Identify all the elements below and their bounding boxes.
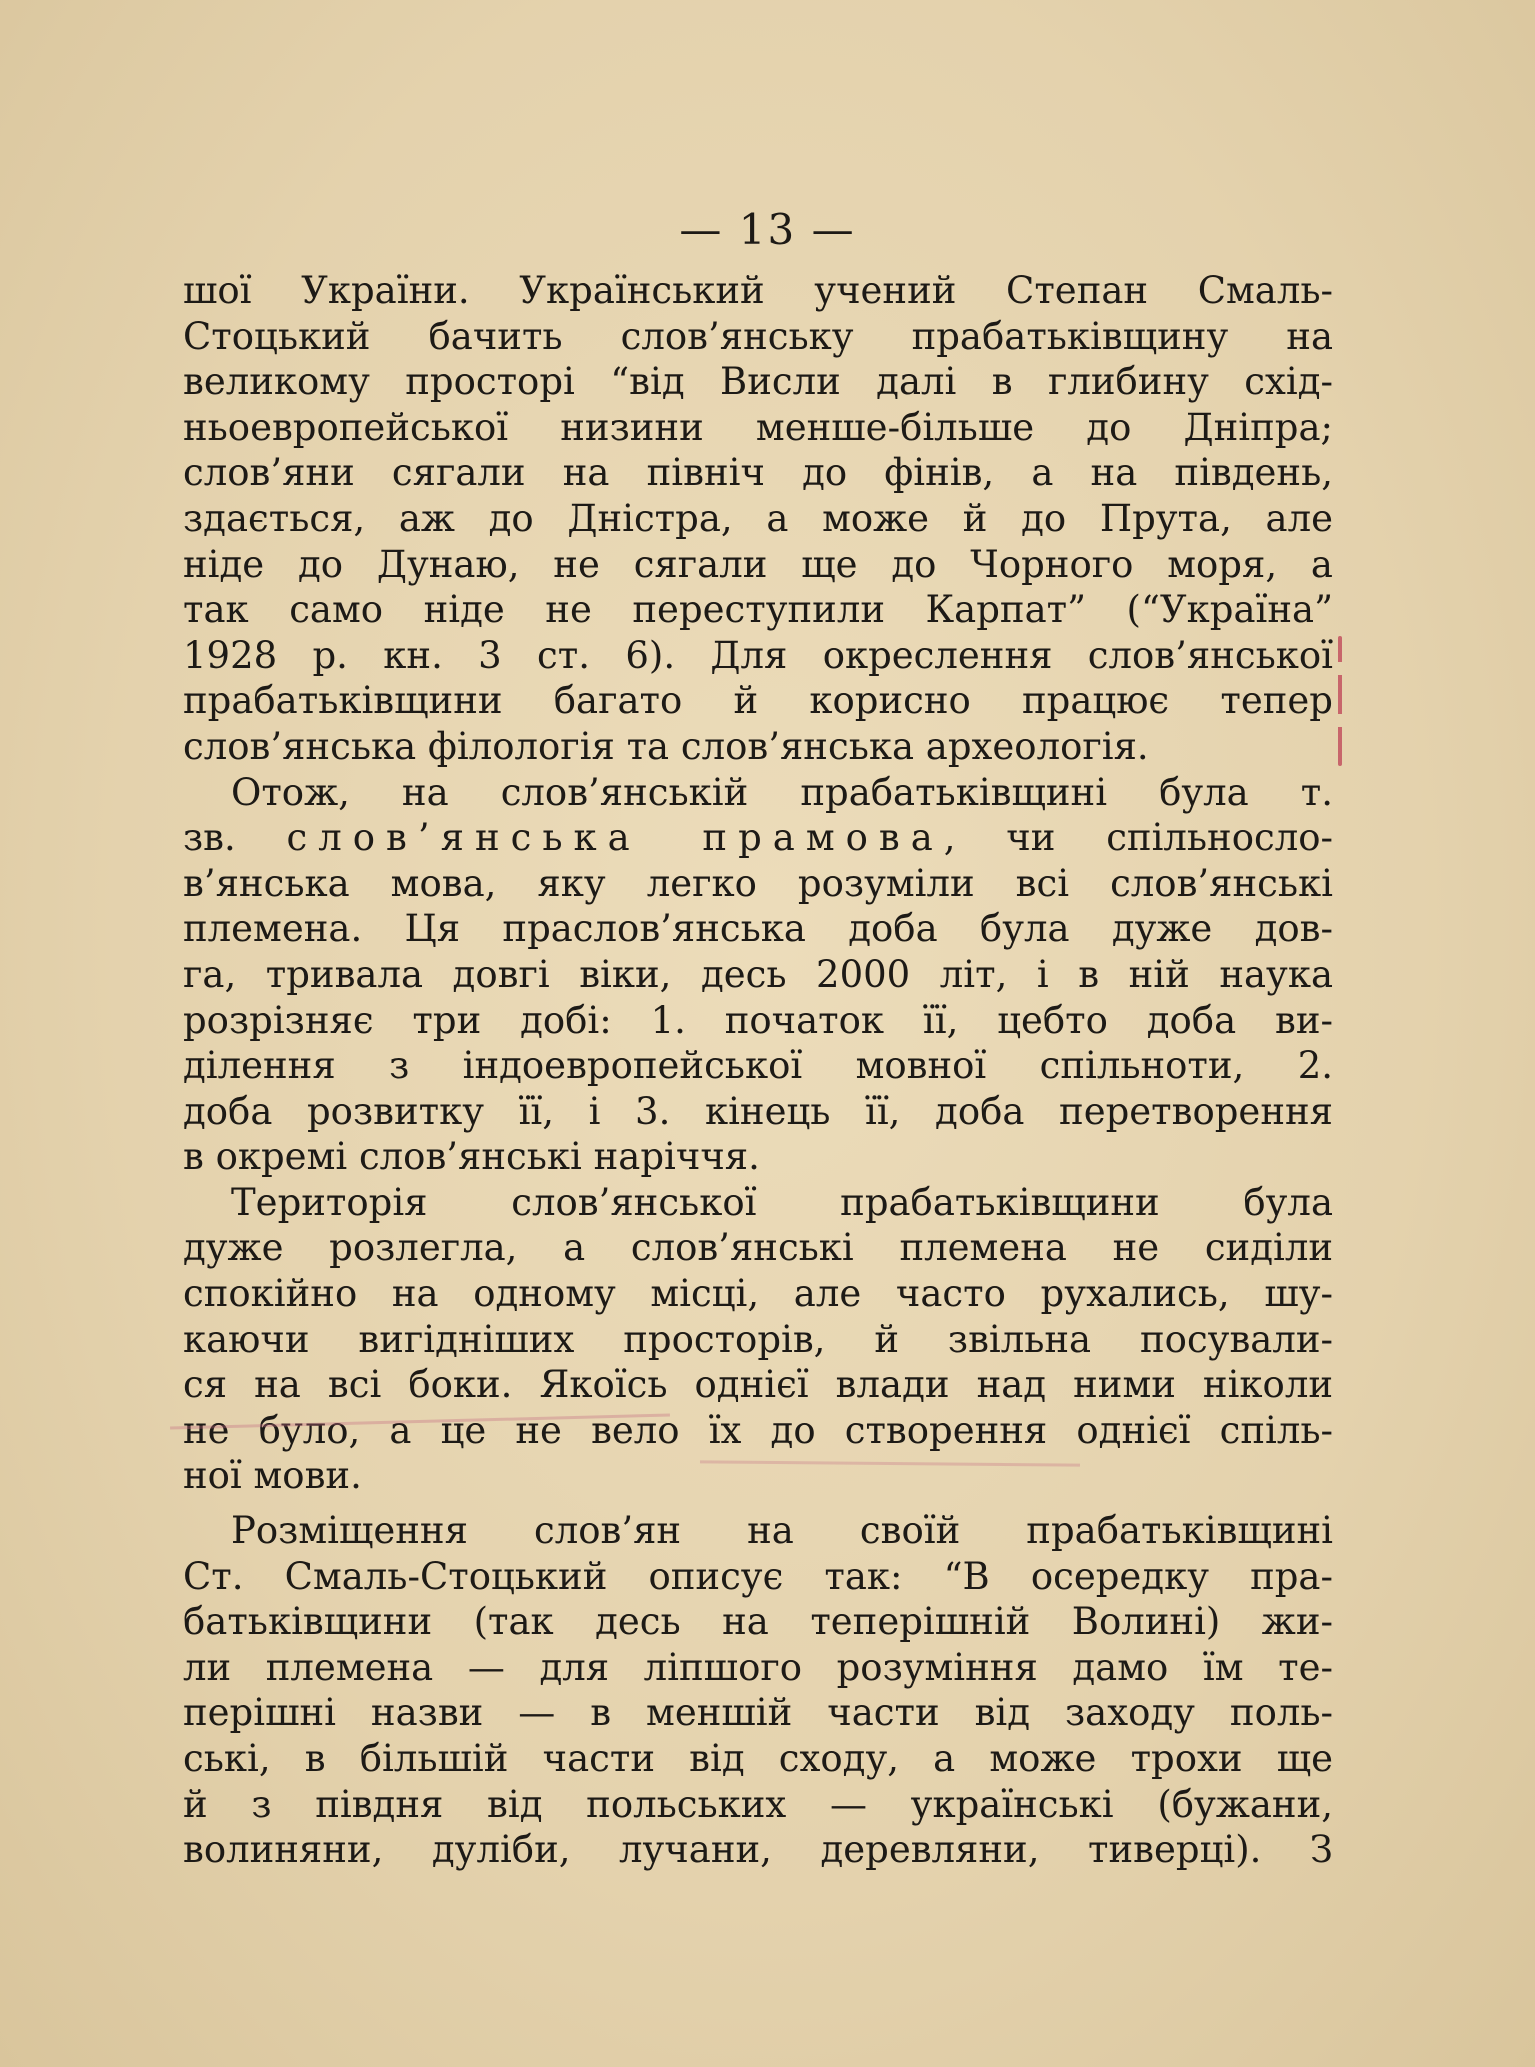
margin-annotation-mark — [1338, 636, 1342, 766]
page-number: — 13 — — [679, 205, 856, 254]
text-line: ньоевропейської низини менше-більше до Дніпра; — [183, 405, 1333, 449]
text-line: спокійно на одному місці, але часто рухались, шу- — [183, 1272, 1333, 1316]
text-line: га, тривала довгі віки, десь 2000 літ, і в ній наука — [183, 952, 1333, 996]
text-line: ли племена — для ліпшого розуміння дамо їм те- — [183, 1645, 1333, 1689]
text-line: ся на всі боки. Якоїсь однієї влади над ними ніколи — [183, 1363, 1333, 1407]
text-line: дуже розлегла, а слов’янські племена не сиділи — [183, 1226, 1333, 1270]
text-line: каючи вигідніших просторів, й звільна посували- — [183, 1317, 1333, 1361]
text-line: Розміщення слов’ян на своїй прабатьківщині — [231, 1509, 1333, 1553]
text-line: слов’янська філологія та слов’янська археологія. — [183, 724, 1149, 768]
body-text — [183, 268, 1333, 1873]
text-line: ної мови. — [183, 1454, 362, 1498]
text-line: Територія слов’янської прабатьківщини була — [231, 1180, 1333, 1224]
text-line: ділення з індоевропейської мовної спільноти, 2. — [183, 1044, 1333, 1088]
text-line: ські, в більшій части від сходу, а може трохи ще — [183, 1737, 1333, 1780]
text-line: доба розвитку її, і 3. кінець її, доба перетворення — [183, 1089, 1333, 1133]
text-line: Ст. Смаль-Стоцький описує так: “В осередку пра- — [183, 1554, 1333, 1598]
text-line: слов’яни сягали на північ до фінів, а на південь, — [183, 451, 1333, 495]
spaced-phrase: слов’янська прамова — [286, 816, 944, 860]
text-fragment: , чи спільносло- — [943, 816, 1333, 860]
text-line: волиняни, дуліби, лучани, деревляни, тиверці). З — [183, 1828, 1333, 1872]
text-line: племена. Ця праслов’янська доба була дуже дов- — [183, 907, 1333, 951]
text-line: шої України. Український учений Степан Смаль- — [183, 269, 1333, 312]
text-line: ніде до Дунаю, не сягали ще до Чорного моря, а — [183, 542, 1333, 586]
text-line: здається, аж до Дністра, а може й до Прута, але — [183, 496, 1333, 540]
text-line: Стоцький бачить слов’янську прабатьківщину на — [183, 314, 1333, 358]
text-line: в окремі слов’янські наріччя. — [183, 1135, 760, 1179]
text-line-spaced — [183, 815, 1333, 861]
text-line: й з півдня від польських — українські (бужани, — [183, 1782, 1333, 1826]
text-line: Отож, на слов’янській прабатьківщині була т. — [231, 770, 1333, 814]
text-line: перішні назви — в меншій части від заходу поль- — [183, 1691, 1333, 1735]
text-line: батьківщини (так десь на теперішній Волині) жи- — [183, 1600, 1333, 1644]
text-line: розрізняє три добі: 1. початок її, цебто доба ви- — [183, 998, 1333, 1042]
text-line: прабатьківщини багато й корисно працює тепер — [183, 679, 1333, 723]
text-line: в’янська мова, яку легко розуміли всі слов’янські — [183, 861, 1333, 905]
text-fragment: зв. — [183, 816, 287, 860]
text-line: не було, а це не вело їх до створення однієї спіль- — [183, 1408, 1333, 1452]
text-line: 1928 р. кн. 3 ст. 6). Для окреслення слов’янської — [183, 633, 1333, 677]
text-line: так само ніде не переступили Карпат” (“Україна” — [183, 588, 1333, 632]
text-line: великому просторі “від Висли далі в глибину схід- — [183, 360, 1333, 404]
